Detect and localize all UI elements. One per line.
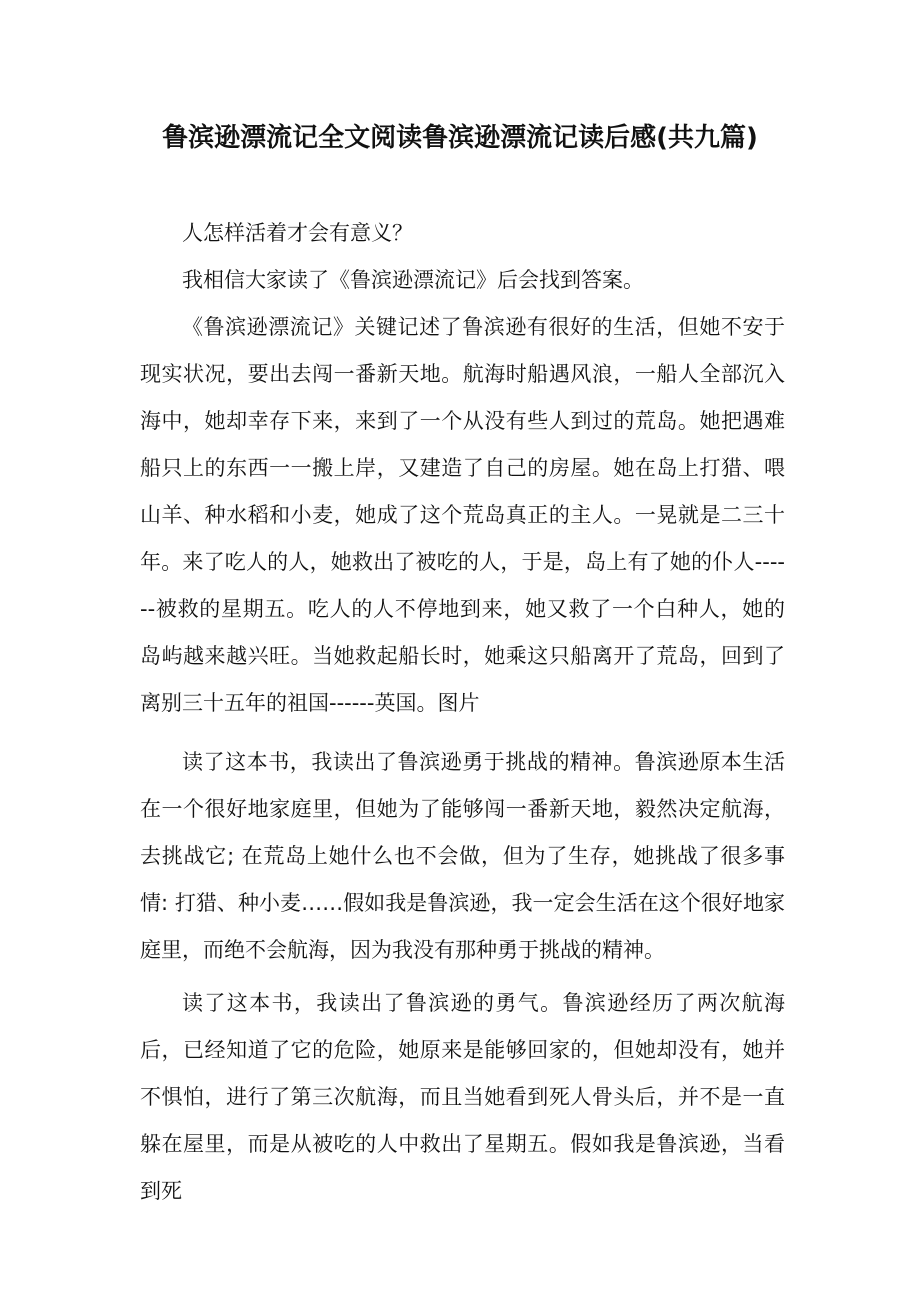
paragraph-question: 人怎样活着才会有意义？ (182, 221, 413, 245)
paragraph-courage: 读了这本书，我读出了鲁滨逊的勇气。鲁滨逊经历了两次航海后，已经知道了它的危险，她原来是能够回家的，但她却没有，她并不惧怕，进行了第三次航海，而且当她看到死人骨头后，并不是一直躲在屋里，而是从被吃的人中救出了星期五。假如我是鲁滨逊，当看到死 (140, 991, 785, 1203)
paragraph-challenge-spirit: 读了这本书，我读出了鲁滨逊勇于挑战的精神。鲁滨逊原本生活在一个很好地家庭里，但她为了能够闯一番新天地，毅然决定航海，去挑战它; 在荒岛上她什么也不会做，但为了生存，她挑战了很多事情: 打猎、种小麦……假如我是鲁滨逊，我一定会生活在这个很好地家庭里，而绝不会航海，因为我没有那种勇于挑战的精神。 (140, 750, 785, 962)
document-title: 鲁滨逊漂流记全文阅读鲁滨逊漂流记读后感(共九篇) (162, 123, 758, 153)
paragraph-summary: 《鲁滨逊漂流记》关键记述了鲁滨逊有很好的生活，但她不安于现实状况，要出去闯一番新天地。航海时船遇风浪，一船人全部沉入海中，她却幸存下来，来到了一个从没有些人到过的荒岛。她把遇难船只上的东西一一搬上岸，又建造了自己的房屋。她在岛上打猎、喂山羊、种水稻和小麦，她成了这个荒岛真正的主人。一晃就是二三十年。来了吃人的人，她救出了被吃的人，于是，岛上有了她的仆人------被救的星期五。吃人的人不停地到来，她又救了一个白种人，她的岛屿越来越兴旺。当她救起船长时，她乘这只船离开了荒岛，回到了离别三十五年的祖国------英国。图片 (140, 315, 785, 715)
paragraph-intro: 我相信大家读了《鲁滨逊漂流记》后会找到答案。 (182, 268, 644, 292)
